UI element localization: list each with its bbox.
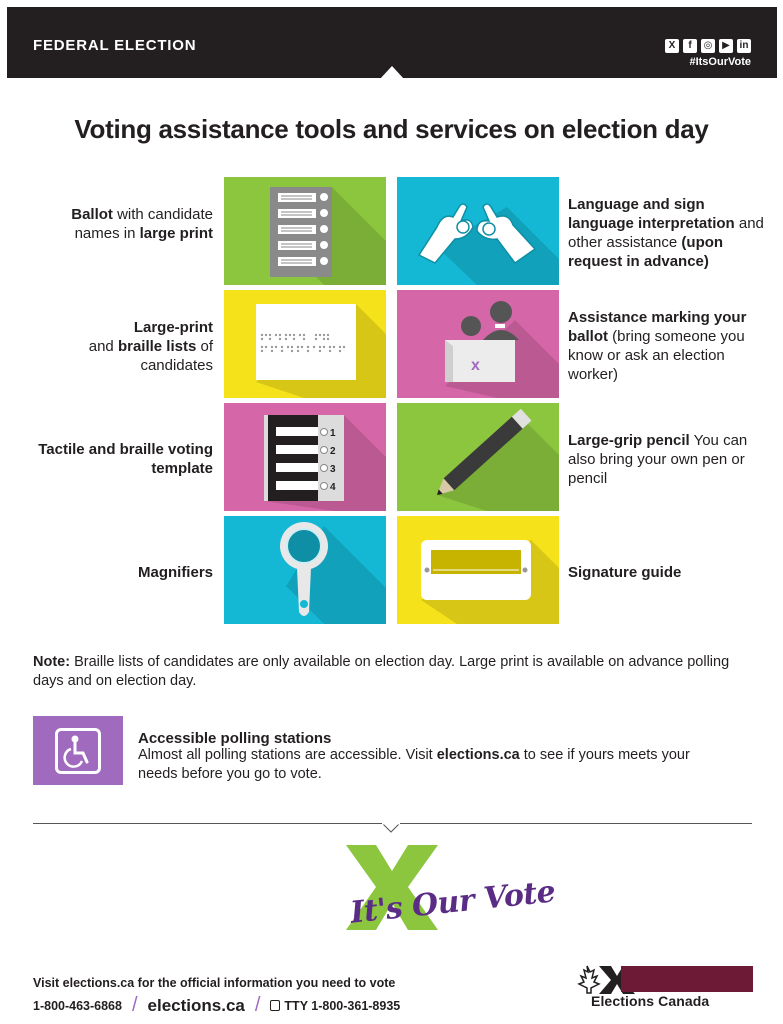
divider-notch [382,823,400,833]
footer-phone[interactable]: 1-800-463-6868 [33,998,122,1013]
desc-1-part-a: Ballot [71,206,113,223]
note-label: Note: [33,654,71,670]
tty-icon [270,1000,280,1011]
desc-assistance-marking [568,308,758,384]
org-name: Elections Canada [591,993,710,1009]
desc-6-part-b: (bring someone you know or ask an election worker) [568,328,745,383]
voting-booth-people-icon [397,290,559,398]
signature-guide-icon [397,516,559,624]
desc-4-part-a: Magnifiers [137,564,213,581]
sign-language-hands-icon [397,177,559,285]
tile-large-print-ballot [224,177,386,285]
hashtag: #ItsOurVote [689,56,751,68]
tile-tactile-template [224,403,386,511]
desc-7-part-b: You can also bring your own pen or pencil [568,432,748,487]
desc-5-part-a: Language and sign language interpretation [568,196,735,232]
desc-8-part-a: Signature guide [568,564,682,581]
accessible-text-after: to see if yours meets your needs before you go to vote. [138,747,690,782]
desc-5-part-b: and other assistance [568,215,764,251]
accessible-text-before: Almost all polling stations are accessible. Visit [138,747,437,763]
desc-large-print-ballot [23,205,213,243]
footer-tty[interactable]: TTY 1-800-361-8935 [284,998,401,1013]
pencil-icon [397,403,559,511]
header-notch [380,66,404,79]
tile-assistance-marking [397,290,559,398]
desc-signature-guide [568,563,768,582]
tile-large-grip-pencil [397,403,559,511]
desc-1-part-b: with candidate names in [74,206,213,242]
desc-braille-list [23,318,213,375]
page-title: Voting assistance tools and services on election day [74,114,709,144]
ballot-mark: x [471,357,480,374]
wheelchair-icon [55,728,101,774]
desc-magnifiers [23,563,213,582]
magnifier-icon [224,516,386,624]
desc-3-part-a: Tactile and braille voting template [38,441,213,477]
desc-2-part-d: of candidates [140,338,213,374]
desc-tactile-template [23,440,213,478]
footer-line1: Visit elections.ca for the official information you need to vote [33,976,396,990]
template-number-4: 4 [330,482,336,493]
desc-1-part-c: large print [139,225,213,242]
logo-tagline: It's Our Vote [348,874,557,931]
desc-2-part-a: Large-print [133,319,213,336]
desc-sign-language [568,195,764,271]
braille-sheet-icon [224,290,386,398]
tile-magnifier [224,516,386,624]
wheelchair-badge [33,716,123,785]
tile-sign-language [397,177,559,285]
accessible-title: Accessible polling stations [138,730,332,747]
linkedin-icon[interactable]: in [737,39,751,53]
desc-5-part-c: (upon request in advance) [568,234,724,270]
desc-large-grip-pencil [568,431,748,488]
x-icon[interactable]: X [665,39,679,53]
note [33,653,753,691]
youtube-icon[interactable]: ▶ [719,39,733,53]
footer-contacts [33,994,400,1017]
separator: / [131,994,138,1016]
template-number-3: 3 [330,464,336,475]
ballot-icon [224,177,386,285]
desc-2-part-b: and [88,338,118,355]
desc-6-part-a: Assistance marking your ballot [568,309,747,345]
note-text: Braille lists of candidates are only available on election day. Large print is available on advance polling days and on election day. [33,654,730,689]
desc-2-part-c: braille lists [117,338,197,355]
separator: / [254,994,261,1016]
accessible-text [138,746,718,784]
template-number-2: 2 [330,446,336,457]
facebook-icon[interactable]: f [683,39,697,53]
accessible-link[interactable]: elections.ca [436,747,520,763]
desc-7-part-a: Large-grip pencil [568,432,690,449]
template-number-1: 1 [330,428,336,439]
tile-signature-guide [397,516,559,624]
instagram-icon[interactable]: ◎ [701,39,715,53]
brand-bar [621,966,753,992]
social-icons [665,39,751,53]
footer-site[interactable]: elections.ca [147,995,245,1015]
elections-canada-logo [577,962,753,1010]
header-label: FEDERAL ELECTION [33,37,197,54]
tile-braille-list [224,290,386,398]
tactile-template-icon [224,403,386,511]
